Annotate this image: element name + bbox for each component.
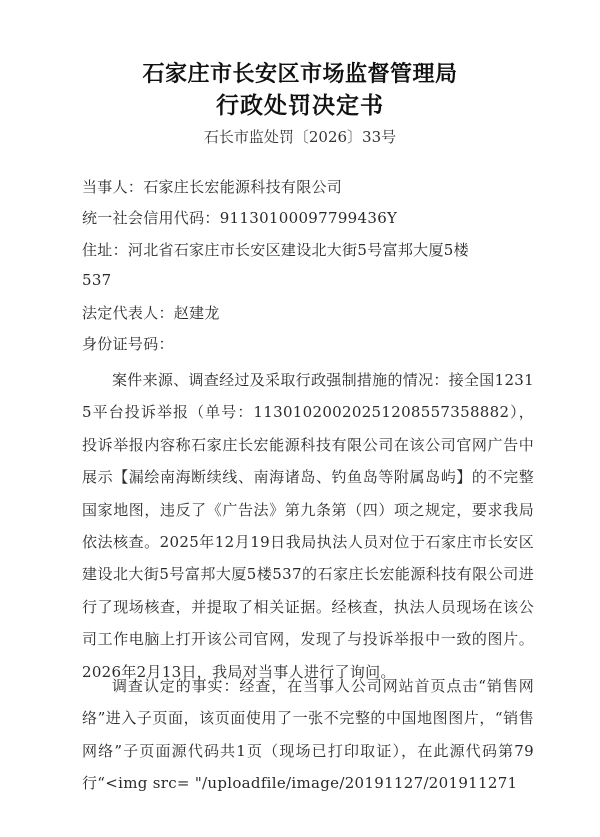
document-number: 石长市监处罚〔2026〕33号 [203,128,397,146]
case-source-paragraph [82,346,534,688]
case-source-text: 案件来源、调查经过及采取行政强制措施的情况：接全国12315平台投诉举报（单号：11301020020251208557358882），投诉举报内容称石家庄长宏能源科技有限公司在该公司官网广告中展示【漏绘南海断续线、南海诸岛、钓鱼岛等附属岛屿】的不完整国家地图，违反了《广告法》第九条第（四）项之规定，要求我局依法核查。2025年12月19日我局执法人员对位于石家庄市长安区建设北大街5号富邦大厦5楼537的石家庄长宏能源科技有限公司进行了现场核查，并提取了相关证据。经核查，执法人员现场在该公司工作电脑上打开该公司官网，发现了与投诉举报中一致的图片。2026年2月13日，我局对当事人进行了询问。 [82,371,534,681]
id-number: 身份证号码： [82,335,174,353]
party-name: 当事人：石家庄长宏能源科技有限公司 [82,178,343,196]
legal-representative: 法定代表人：赵建龙 [82,304,220,322]
credit-code: 统一社会信用代码：91130100097799436Y [82,209,398,227]
address: 住址：河北省石家庄市长安区建设北大街5号富邦大厦5楼 [82,241,469,259]
findings-text: 调查认定的事实：经查，在当事人公司网站首页点击“销售网络”进入子页面，该页面使用了一张不完整的中国地图图片，“销售网络”子页面源代码共1页（现场已打印取证），在此源代码第79行“<img src= "/uploadfile/image/20191127/201911271 [82,677,534,793]
issuing-agency: 石家庄市长安区市场监督管理局 [142,62,458,87]
document-title: 行政处罚决定书 [216,93,384,119]
findings-paragraph [82,670,534,800]
address-continuation: 537 [82,271,112,289]
